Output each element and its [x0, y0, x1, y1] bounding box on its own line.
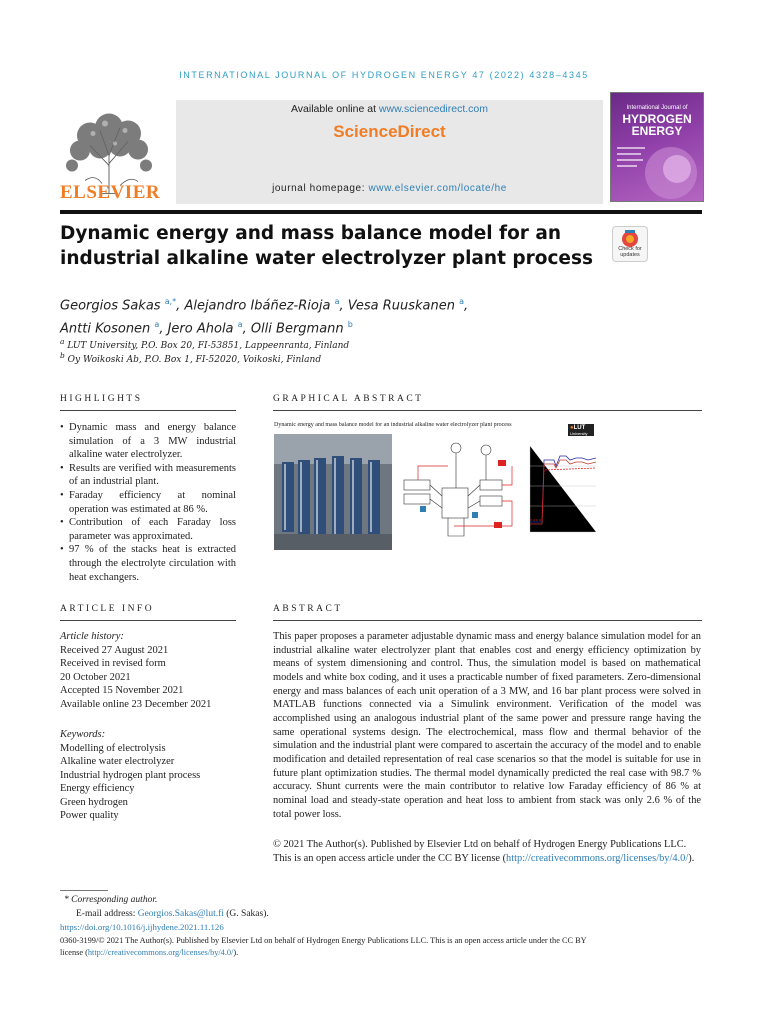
affiliation-mark: a: [60, 337, 65, 346]
author-name[interactable]: Jero Ahola: [167, 321, 238, 337]
affiliation-a: [60, 337, 349, 351]
highlights-rule: [60, 410, 236, 411]
sciencedirect-wordmark: ScienceDirect: [333, 122, 446, 141]
history-item: 20 October 2021: [60, 671, 131, 683]
license-prefix: license (: [60, 948, 88, 957]
affiliation-text: Oy Woikoski Ab, P.O. Box 1, FI-52020, Voikoski, Finland: [64, 355, 322, 365]
authors-line-1: [60, 292, 620, 315]
journal-homepage: [176, 183, 603, 194]
cover-title-hydrogen: HYDROGEN: [622, 112, 692, 126]
graphical-abstract-rule: [273, 410, 702, 411]
keyword: Modelling of electrolysis: [60, 742, 166, 754]
license-suffix: ).: [233, 948, 239, 957]
check-updates-line-2: updates: [620, 252, 640, 258]
lut-logo-subtitle: University: [570, 431, 588, 436]
article-history: [60, 630, 240, 711]
author-separator: ,: [464, 298, 469, 314]
check-updates-line-1: Check for: [618, 246, 642, 252]
author-separator: ,: [176, 298, 185, 314]
cover-subtitle: International Journal of: [626, 105, 688, 111]
title-line-1: Dynamic energy and mass balance model for an: [60, 223, 561, 244]
copyright-end: ).: [688, 852, 695, 864]
license-link[interactable]: http://creativecommons.org/licenses/by/4.0/: [87, 948, 234, 957]
history-label: Article history:: [60, 631, 124, 642]
results-chart: [520, 436, 600, 544]
affiliation-b: [60, 351, 321, 365]
check-updates-label: [613, 246, 647, 258]
list-item: • 97 % of the stacks heat is extracted through the electrolyte circulation with heat exchangers.: [60, 544, 236, 583]
affiliation-mark: b: [60, 351, 65, 360]
corresponding-author-note: * Corresponding author.: [64, 895, 158, 905]
sciencedirect-link[interactable]: www.sciencedirect.com: [378, 103, 489, 115]
author-name[interactable]: Vesa Ruuskanen: [347, 298, 460, 314]
abstract-text: This paper proposes a parameter adjustable dynamic mass and energy balance simulation model for an industrial alkaline water electrolyzer plant that enables cost and energy efficiency optimization by means of system dimensioning and control. Thus, the simulation model is based on mathematical models and white box coding, and it uses a practicable number of fixed parameters. Zero-dimensional energy and mass balances of each unit operation of a 3 MW, and 16 bar plant process were solved in MATLAB functions connected via a Simulink environment. Verification of the model was accomplished using an analogous industrial plant of the same power and pressure range having the same operational systems design. The electrochemical, mass flow and thermal behavior of the simulation and the industrial plant were compared to ascertain the accuracy of the model and to enable modification and detailed representation of real case scenarios so that the model is suitable for use in future plant optimization studies. The thermal model dynamically predicted the real case with 98.7 % accuracy. Shunt currents were the main contributor to relative low Faraday efficiency of 86 % at nominal load and steady-state operation and heat loss to ambient from stack was only 2.6 % of the total power loss.: [273, 631, 701, 820]
elsevier-wordmark: ELSEVIER: [60, 182, 161, 203]
list-item: • Faraday efficiency at nominal operation was estimated at 86 %.: [60, 489, 236, 515]
highlight-text: 97 % of the stacks heat is extracted through the electrolyte circulation with heat exchangers.: [69, 544, 236, 583]
history-item: Received in revised form: [60, 658, 166, 669]
available-prefix: Available online at: [290, 103, 379, 115]
available-online: [176, 103, 603, 115]
list-item: • Dynamic mass and energy balance simulation of a 3 MW industrial alkaline water electrolyzer.: [60, 422, 236, 461]
homepage-link[interactable]: www.elsevier.com/locate/he: [368, 183, 507, 194]
author-affil-mark: a: [237, 320, 243, 330]
check-for-updates-button[interactable]: [612, 226, 648, 262]
author-affil-mark: a: [459, 297, 465, 306]
history-item: Available online 23 December 2021: [60, 698, 212, 710]
list-item: • Results are verified with measurements of an industrial plant.: [60, 462, 236, 488]
cover-title-energy: ENERGY: [631, 124, 683, 138]
graphical-abstract: [272, 422, 702, 552]
cc-license-link[interactable]: http://creativecommons.org/licenses/by/4.0/: [506, 852, 689, 864]
author-separator: ,: [159, 321, 168, 337]
journal-citation: INTERNATIONAL JOURNAL OF HYDROGEN ENERGY 47 (2022) 4328–4345: [179, 70, 589, 80]
title-line-2: industrial alkaline water electrolyzer plant process: [60, 248, 593, 269]
author-affil-mark: a: [154, 320, 160, 330]
affiliation-text: LUT University, P.O. Box 20, FI-53851, Lappeenranta, Finland: [64, 341, 350, 351]
abstract-rule: [273, 620, 702, 621]
license-line-2: [60, 948, 238, 957]
keyword: Alkaline water electrolyzer: [60, 756, 175, 767]
highlight-text: Dynamic mass and energy balance simulation of a 3 MW industrial alkaline water electrolyzer.: [69, 422, 236, 461]
author-name[interactable]: Antti Kosonen: [60, 321, 155, 337]
keyword: Green hydrogen: [60, 796, 128, 808]
abstract-heading: ABSTRACT: [273, 604, 343, 614]
graphical-abstract-heading: GRAPHICAL ABSTRACT: [273, 394, 424, 404]
author-affil-mark: a: [334, 297, 340, 306]
history-item: Accepted 15 November 2021: [60, 685, 184, 696]
highlight-text: Faraday efficiency at nominal operation was estimated at 86 %.: [69, 489, 236, 515]
keywords: [60, 728, 240, 823]
graphical-abstract-caption: Dynamic energy and mass balance model for an industrial alkaline water electrolyzer plant process: [274, 422, 512, 428]
email-suffix: (G. Sakas).: [223, 909, 269, 919]
lut-logo-text: LUT: [573, 425, 586, 431]
author-affil-mark: b: [347, 320, 353, 330]
article-title: [60, 221, 620, 271]
cover-artwork: [611, 143, 703, 201]
author-affil-mark: a,*: [164, 297, 177, 306]
author-name[interactable]: Georgios Sakas: [60, 298, 165, 314]
keyword: Energy efficiency: [60, 783, 135, 794]
license-line-1: 0360-3199/© 2021 The Author(s). Published by Elsevier Ltd on behalf of Hydrogen Energy Publications LLC. This is an open access article under the CC BY: [60, 936, 587, 945]
keyword: Power quality: [60, 810, 119, 821]
author-separator: ,: [242, 321, 251, 337]
footnote-rule: [60, 890, 108, 891]
email-link[interactable]: Georgios.Sakas@lut.fi: [137, 909, 224, 919]
list-item: • Contribution of each Faraday loss parameter was approximated.: [60, 517, 236, 542]
header-rule: [60, 210, 702, 214]
copyright-text: © 2021 The Author(s). Published by Elsevier Ltd on behalf of Hydrogen Energy Publications LLC. This is an open access article under the CC BY license (: [273, 839, 687, 864]
highlights-list: [60, 421, 236, 584]
plant-photo: [274, 434, 392, 550]
article-info-heading: ARTICLE INFO: [60, 604, 155, 614]
keywords-label: Keywords:: [60, 729, 106, 740]
highlight-text: Contribution of each Faraday loss parameter was approximated.: [69, 517, 236, 542]
abstract-copyright: [273, 838, 701, 865]
article-info-rule: [60, 620, 236, 621]
author-name[interactable]: Alejandro Ibáñez-Rioja: [184, 298, 335, 314]
journal-cover: [610, 92, 704, 202]
author-separator: ,: [339, 298, 348, 314]
doi-link[interactable]: https://doi.org/10.1016/j.ijhydene.2021.11.126: [60, 922, 224, 932]
highlights-heading: HIGHLIGHTS: [60, 394, 143, 404]
lut-logo: ●LUT University: [568, 424, 594, 438]
cover-title: [613, 113, 701, 137]
email-line: [76, 909, 269, 919]
homepage-prefix: journal homepage:: [272, 183, 369, 194]
process-diagram: [398, 436, 518, 548]
author-name[interactable]: Olli Bergmann: [250, 321, 348, 337]
author-list: [60, 292, 620, 339]
authors-line-2: [60, 315, 620, 338]
highlight-text: Results are verified with measurements of an industrial plant.: [69, 462, 236, 488]
history-item: Received 27 August 2021: [60, 644, 169, 656]
email-label: E-mail address:: [76, 909, 138, 919]
keyword: Industrial hydrogen plant process: [60, 769, 201, 781]
